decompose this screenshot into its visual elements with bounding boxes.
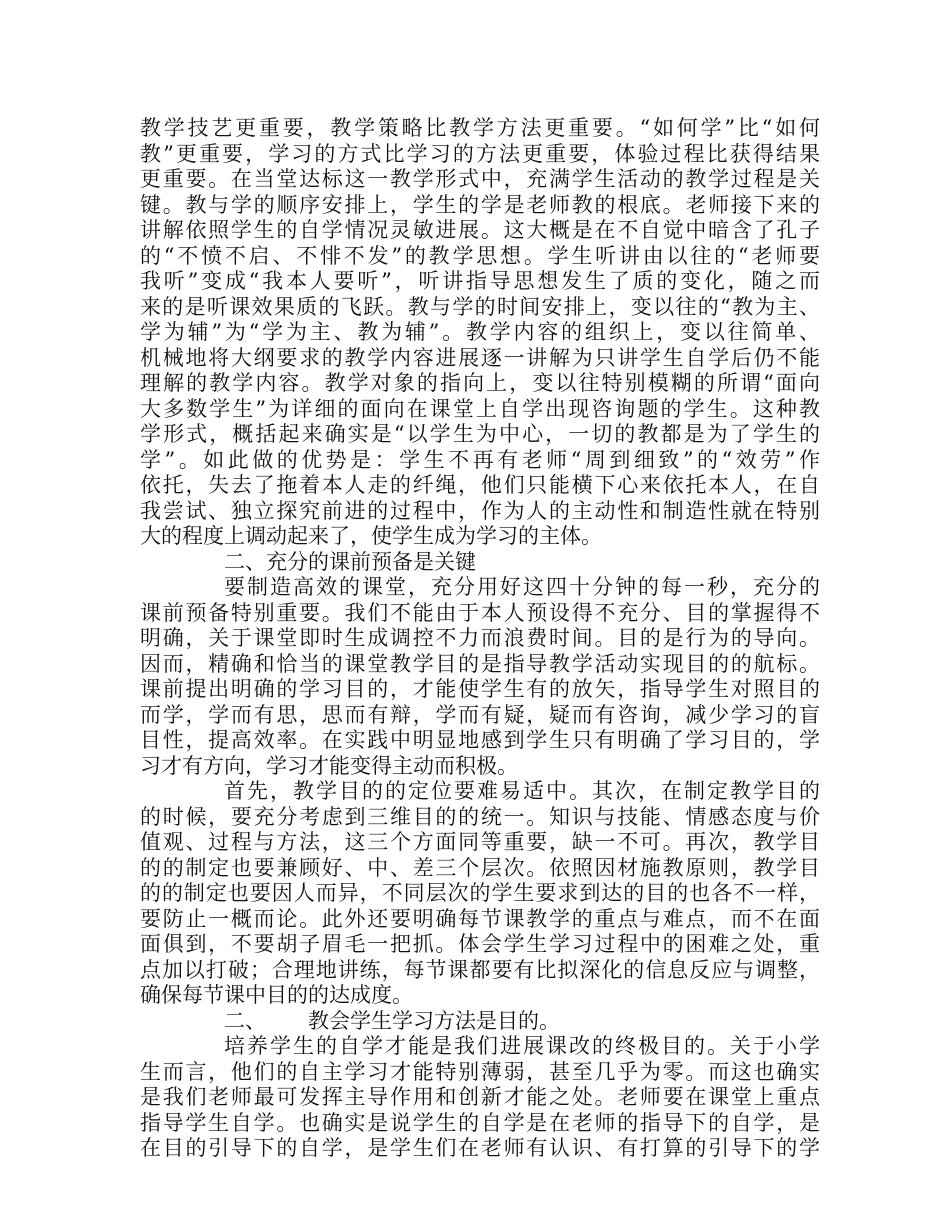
- section-heading: [140, 1009, 820, 1035]
- text-line: 要防止一概而论。此外还要明确每节课教学的重点与难点，而不在面: [140, 906, 820, 931]
- text-line: 讲解依照学生的自学情况灵敏进展。这大概是在不自觉中暗含了孔子: [140, 218, 820, 242]
- paragraph-2: [140, 575, 820, 779]
- text-line: 生而言，他们的自主学习才能特别薄弱，甚至几乎为零。而这也确实: [140, 1059, 820, 1084]
- text-line: 课前提出明确的学习目的，才能使学生有的放矢，指导学生对照目的: [140, 677, 820, 701]
- heading-number: 二、: [224, 1008, 266, 1033]
- text-line: 依托，失去了拖着本人走的纤绳，他们只能横下心来依托本人，在自: [140, 473, 820, 497]
- paragraph-1: [140, 116, 820, 550]
- text-line: 首先，教学目的的定位要难易适中。其次，在制定教学目的: [224, 779, 820, 803]
- text-line: 值观、过程与方法，这三个方面同等重要，缺一不可。再次，教学目: [140, 830, 820, 854]
- text-line: 的的制定也要兼顾好、中、差三个层次。依照因材施教原则，教学目: [140, 855, 820, 880]
- heading-text: 教会学生学习方法是目的。: [308, 1008, 560, 1033]
- text-line: 更重要。在当堂达标这一教学形式中，充满学生活动的教学过程是关: [140, 167, 820, 191]
- text-line: 确保每节课中目的的达成度。: [140, 983, 413, 1007]
- text-line: 在目的引导下的自学，是学生们在老师有认识、有打算的引导下的学: [140, 1136, 820, 1160]
- text-line: 课前预备特别重要。我们不能由于本人预设得不充分、目的掌握得不: [140, 600, 820, 625]
- text-line: 培养学生的自学才能是我们进展课改的终极目的。关于小学: [224, 1034, 820, 1058]
- text-line: 明确，关于课堂即时生成调控不力而浪费时间。目的是行为的导向。: [140, 626, 820, 650]
- text-line: 学形式，概括起来确实是“以学生为中心，一切的教都是为了学生的: [140, 422, 820, 446]
- text-line: 我尝试、独立探究前进的过程中，作为人的主动性和制造性就在特别: [140, 498, 820, 523]
- paragraph-3: [140, 779, 820, 1009]
- text-line: 指导学生自学。也确实是说学生的自学是在老师的指导下的自学，是: [140, 1110, 820, 1135]
- text-line: 面俱到，不要胡子眉毛一把抓。体会学生学习过程中的困难之处，重: [140, 932, 820, 956]
- text-line: 来的是听课效果质的飞跃。教与学的时间安排上，变以往的“教为主、: [140, 294, 820, 319]
- text-line: 目性，提高效率。在实践中明显地感到学生只有明确了学习目的，学: [140, 728, 820, 752]
- text-line: 是我们老师最可发挥主导作用和创新才能之处。老师要在课堂上重点: [140, 1085, 820, 1109]
- text-line: 机械地将大纲要求的教学内容进展逐一讲解为只讲学生自学后仍不能: [140, 345, 820, 370]
- text-line: 的“不愤不启、不悱不发”的教学思想。学生听讲由以往的“老师要: [140, 243, 820, 268]
- text-line: 因而，精确和恰当的课堂教学目的是指导教学活动实现目的的航标。: [140, 651, 820, 676]
- text-line: 理解的教学内容。教学对象的指向上，变以往特别模糊的所谓“面向: [140, 371, 820, 395]
- text-line: 的的制定也要因人而异，不同层次的学生要求到达的目的也各不一样，: [140, 881, 820, 905]
- text-line: 习才有方向，学习才能变得主动而积极。: [140, 753, 518, 778]
- text-line: 的时候，要充分考虑到三维目的的统一。知识与技能、情感态度与价: [140, 804, 820, 829]
- text-line: 学”。如此做的优势是：学生不再有老师“周到细致”的“效劳”作: [140, 447, 820, 472]
- text-line: 教”更重要，学习的方式比学习的方法更重要，体验过程比获得结果: [140, 141, 820, 166]
- paragraph-4: [140, 1034, 820, 1162]
- text-line: 而学，学而有思，思而有辩，学而有疑，疑而有咨询，减少学习的盲: [140, 702, 820, 727]
- document-page: [140, 116, 820, 1162]
- text-line: 键。教与学的顺序安排上，学生的学是老师教的根底。老师接下来的: [140, 192, 820, 217]
- text-line: 点加以打破；合理地讲练，每节课都要有比拟深化的信息反应与调整，: [140, 957, 820, 982]
- text-line: 学为辅”为“学为主、教为辅”。教学内容的组织上，变以往简单、: [140, 320, 820, 344]
- text-line: 我听”变成“我本人要听”，听讲指导思想发生了质的变化，随之而: [140, 269, 820, 293]
- text-line: 大多数学生”为详细的面向在课堂上自学出现咨询题的学生。这种教: [140, 396, 820, 421]
- text-line: 要制造高效的课堂，充分用好这四十分钟的每一秒，充分的: [224, 575, 820, 599]
- text-line: 教学技艺更重要，教学策略比教学方法更重要。“如何学”比“如何: [140, 116, 820, 140]
- section-heading: 二、充分的课前预备是关键: [224, 549, 476, 574]
- text-line: 大的程度上调动起来了，使学生成为学习的主体。: [140, 524, 602, 548]
